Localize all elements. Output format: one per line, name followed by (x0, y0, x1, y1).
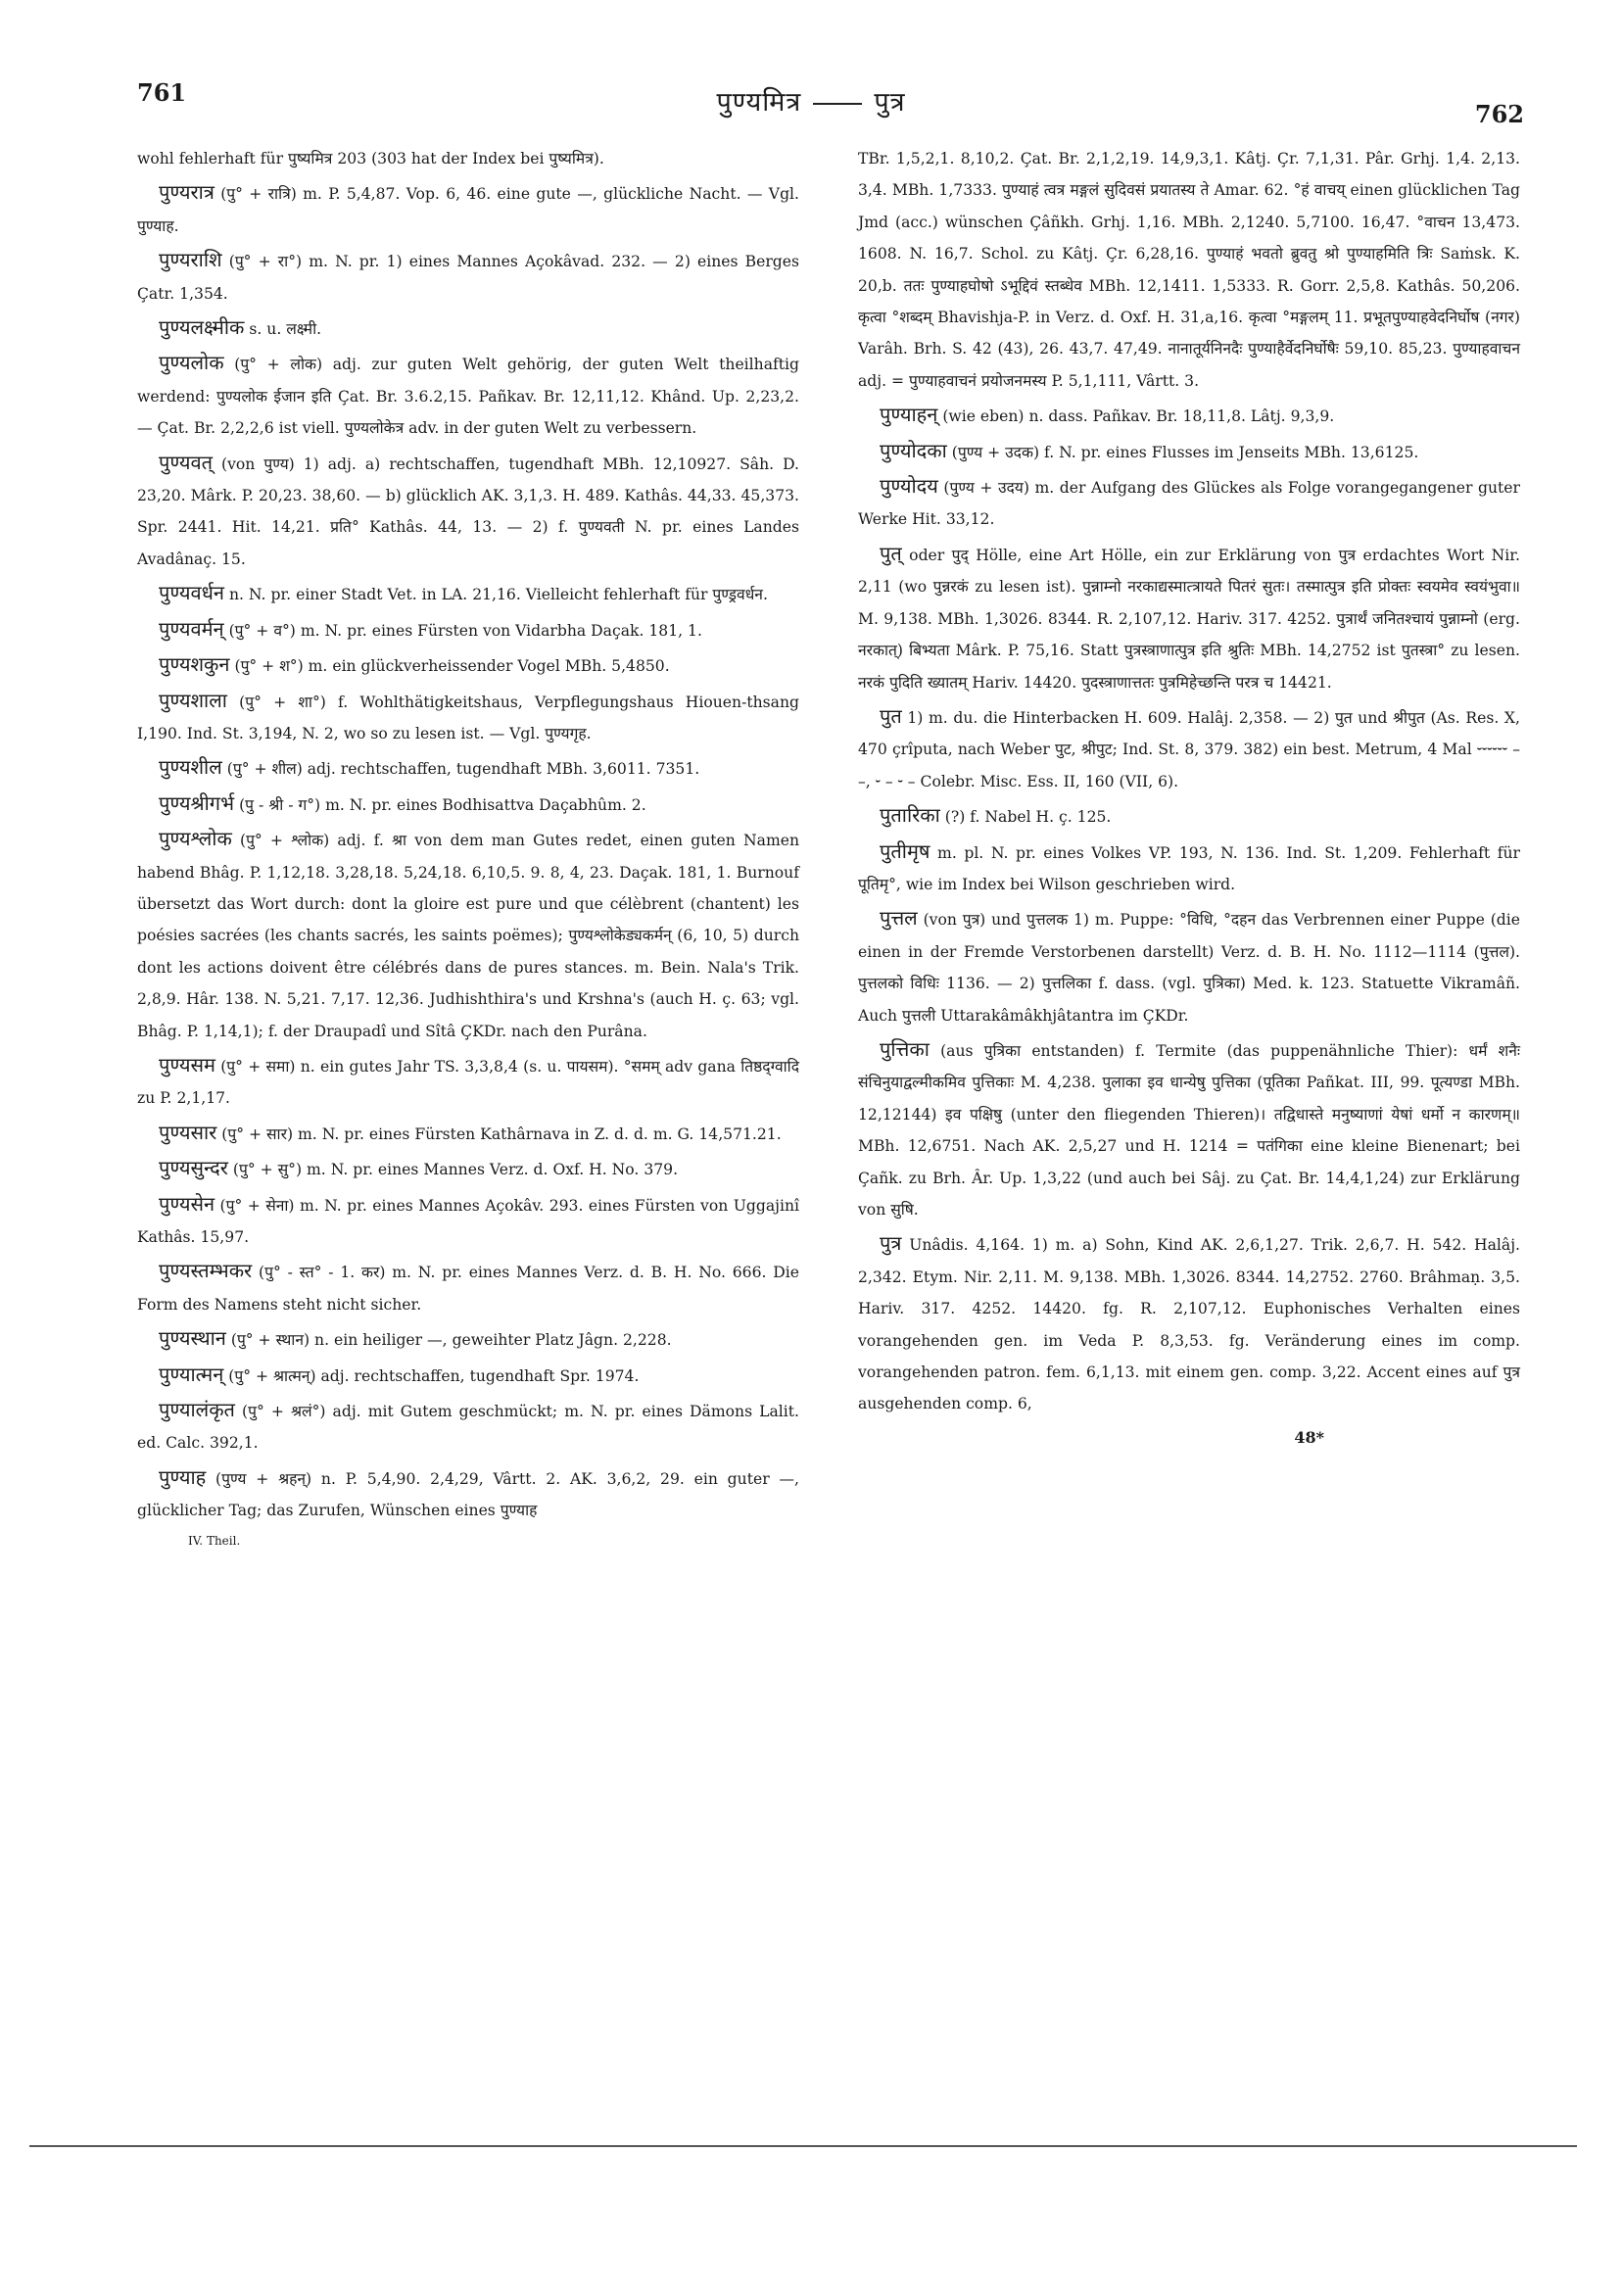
running-head (0, 82, 1622, 119)
dictionary-entry (137, 613, 799, 646)
entry-text: (पु° + रा°) m. N. pr. 1) eines Mannes Açokâvad. 232. — 2) eines Berges Çatr. 1,354. (137, 253, 799, 303)
headword: पुण्यराशि (159, 248, 222, 272)
headword: पुण्याहन् (880, 403, 938, 427)
headword: पुत्र (880, 1231, 902, 1256)
dictionary-entry (137, 1188, 799, 1254)
headword: पुण्यस्तम्भकर (159, 1259, 253, 1283)
dictionary-entry (858, 836, 1520, 901)
headword: पुण्यशील (159, 755, 222, 780)
entry-text: (पु° + सु°) m. N. pr. eines Mannes Verz. d. Oxf. H. No. 379. (227, 1161, 679, 1179)
headword: पुण्यशकुन (159, 652, 230, 677)
entry-text: (पु° + व°) m. N. pr. eines Fürsten von Vidarbha Daçak. 181, 1. (223, 621, 702, 640)
running-head-left: पुण्यमित्र (716, 87, 802, 118)
entry-text: (पु - श्री - ग°) m. N. pr. eines Bodhisattva Daçabhûm. 2. (234, 795, 646, 814)
dictionary-entry (858, 143, 1520, 397)
entry-text: (wie eben) n. dass. Pañkav. Br. 18,11,8. Lâtj. 9,3,9. (937, 407, 1335, 426)
headword: पुण्योदका (880, 438, 947, 462)
entry-text: (पु° + लोक) adj. zur guten Welt gehörig, der guten Welt theilhaftig werdend: पुण्यलोक ईजान इति Çat. Br. 3.6.2,15. Pañkav. Br. 12,11,12. Khând. Up. 2,23,2. — Çat. Br. 2,2,2,6 ist viell. पुण्यलोकेत्र adv. in der guten Welt zu verbessern. (137, 356, 799, 438)
dictionary-entry (858, 1033, 1520, 1225)
headword: पुण्यसेन (159, 1191, 215, 1216)
headword: पुतीमृष (880, 838, 930, 863)
headword: पुण्यस्थान (159, 1326, 226, 1351)
entry-text: (पु° + सेना) m. N. pr. eines Mannes Açokâv. 293. eines Fürsten von Uggajinî Kathâs. 15,97. (137, 1196, 799, 1246)
headword: पुण्यात्मन् (159, 1362, 224, 1386)
dictionary-entry (137, 823, 799, 1047)
entry-text: n. N. pr. einer Stadt Vet. in LA. 21,16. Vielleicht fehlerhaft für पुण्ड्रवर्धन. (223, 586, 768, 604)
dictionary-entry (137, 648, 799, 682)
entry-text: (पुण्य + उदय) m. der Aufgang des Glückes als Folge vorangegangener guter Werke Hit. 33,12. (858, 479, 1520, 529)
headword: पुण्योदय (880, 474, 938, 499)
entry-text: (पु° + श°) m. ein glückverheissender Vogel MBh. 5,4850. (229, 657, 670, 676)
entry-text: (पुण्य + श्रहन्) n. P. 5,4,90. 2,4,29, Vârtt. 2. AK. 3,6,2, 29. ein guter —, glücklicher Tag; das Zurufen, Wünschen eines पुण्याह (137, 1469, 799, 1520)
dictionary-entry (137, 685, 799, 750)
headword: पुत (880, 703, 902, 728)
dictionary-entry (137, 143, 799, 174)
dictionary-entry (858, 435, 1520, 468)
entry-text: (पु° + श्रलं°) adj. mit Gutem geschmückt; m. N. pr. eines Dämons Lalit. ed. Calc. 392,1. (137, 1403, 799, 1453)
dictionary-entry (858, 470, 1520, 536)
headword: पुण्यश्लोक (159, 827, 232, 851)
dictionary-entry (137, 311, 799, 345)
dictionary-entry (858, 902, 1520, 1031)
dictionary-entry (137, 347, 799, 444)
left-column (137, 143, 799, 1556)
entry-text: oder पुद् Hölle, eine Art Hölle, ein zur Erklärung von पुत्र erdachtes Wort Nir. 2,11 (wo पुन्नरकं zu lesen ist). पुन्नाम्नो नरकाद्यस्मात्त्रायते पितरं सुतः। तस्मात्पुत्र इति प्रोक्तः स्वयमेव स्वयंभुवा॥ M. 9,138. MBh. 1,3026. 8344. R. 2,107,12. Hariv. 317. 4252. पुत्रार्थं जनितश्चायं पुन्नाम्नो (erg. नरकात्) बिभ्यता Mârk. P. 75,16. Statt पुत्रस्त्राणात्पुत्र इति श्रुतिः MBh. 14,2752 ist पुतस्त्रा° zu lesen. नरकं पुदिति ख्यातम् Hariv. 14420. पुदस्त्राणात्ततः पुत्रमिहेच्छन्ति परत्र च 14421. (858, 546, 1520, 692)
entry-text: (von पुत्र) und पुत्तलक 1) m. Puppe: °विधि, °दहन das Verbrennen einer Puppe (die einen in der Fremde Verstorbenen darstellt) Verz. d. B. H. No. 1112—1114 (पुत्तल). पुत्तलको विधिः 1136. — 2) पुत्तलिका f. dass. (vgl. पुत्रिका) Med. k. 123. Statuette Vikramâñ. Auch पुत्तली Uttarakâmâkhjâtantra im ÇKDr. (858, 911, 1520, 1025)
headword: पुण्यश्रीगर्भ (159, 790, 235, 815)
running-head-right: पुत्र (874, 87, 906, 118)
entry-text: (पु° + सार) m. N. pr. eines Fürsten Kathârnava in Z. d. d. m. G. 14,571.21. (216, 1124, 782, 1143)
headword: पुण्यवत् (159, 450, 213, 474)
dictionary-entry (137, 788, 799, 821)
signature-mark: IV. Theil. (188, 1533, 241, 1548)
dictionary-entry (137, 1117, 799, 1150)
page-number-left: 761 (137, 78, 187, 107)
dictionary-entry (137, 447, 799, 576)
headword: पुण्यवर्धन (159, 581, 224, 605)
entry-text: (पु° + श्रात्मन्) adj. rechtschaffen, tugendhaft Spr. 1974. (223, 1366, 640, 1385)
entry-text: wohl fehlerhaft für पुष्यमित्र 203 (303 hat der Index bei पुष्यमित्र). (137, 150, 604, 167)
dictionary-entry (137, 1049, 799, 1115)
dictionary-entry (137, 1461, 799, 1527)
dictionary-entry (858, 1227, 1520, 1419)
entry-text: TBr. 1,5,2,1. 8,10,2. Çat. Br. 2,1,2,19. 14,9,3,1. Kâtj. Çr. 7,1,31. Pâr. Grhj. 1,4. 2,13. 3,4. MBh. 1,7333. पुण्याहं त्वत्र मङ्गलं सुदिवसं प्रयातस्य ते Amar. 62. °हं वाचय् einen glücklichen Tag Jmd (acc.) wünschen Çâñkh. Grhj. 1,16. MBh. 2,1240. 5,7100. 16,47. °वाचन 13,473. 1608. N. 16,7. Schol. zu Kâtj. Çr. 6,28,16. पुण्याहं भवतो ब्रुवतु श्रो पुण्याहमिति त्रिः Saṁsk. K. 20,b. ततः पुण्याहघोषो ऽभूद्दिवं स्तब्धेव MBh. 12,1411. 1,5333. R. Gorr. 2,5,8. Kathâs. 50,206. कृत्वा °शब्दम् Bhavishja-P. in Verz. d. Oxf. H. 31,a,16. कृत्वा °मङ्गलम् 11. प्रभूतपुण्याहवेदनिर्घोष (नगर) Varâh. Brh. S. 42 (43), 26. 43,7. 47,49. नानातूर्यनिनदैः पुण्याहैर्वेदनिर्घोषैः 59,10. 85,23. पुण्याहवाचन adj. = पुण्याहवाचनं प्रयोजनमस्य P. 5,1,111, Vârtt. 3. (858, 150, 1520, 390)
signature-mark: 48* (1294, 1427, 1324, 1447)
dictionary-entry (137, 1152, 799, 1185)
dictionary-entry (858, 700, 1520, 797)
entry-text: (पुण्य + उदक) f. N. pr. eines Flusses im Jenseits MBh. 13,6125. (946, 443, 1419, 461)
dictionary-entry (137, 1359, 799, 1392)
entry-text: Unâdis. 4,164. 1) m. a) Sohn, Kind AK. 2,6,1,27. Trik. 2,6,7. H. 542. Halâj. 2,342. Etym. Nir. 2,11. M. 9,138. MBh. 1,3026. 8344. 14,2752. 2760. Brâhmaṇ. 3,5. Hariv. 317. 4252. 14420. fg. R. 2,107,12. Euphonisches Verhalten eines vorangehenden gen. im Veda P. 8,3,53. fg. Veränderung eines im comp. vorangehenden patron. fem. 6,1,13. mit einem gen. comp. 3,22. Accent eines auf पुत्र ausgehenden comp. 6, (858, 1236, 1520, 1413)
headword: पुण्यशाला (159, 688, 227, 712)
headword: पुण्यवर्मन् (159, 616, 224, 641)
headword: पुण्यसम (159, 1052, 215, 1076)
headword: पुण्यलोक (159, 351, 224, 375)
headword: पुत् (880, 541, 902, 565)
entry-text: (पु° - स्त° - 1. कर) m. N. pr. eines Mannes Verz. d. B. H. No. 666. Die Form des Namens steht nicht sicher. (137, 1264, 799, 1314)
dictionary-entry (137, 1255, 799, 1320)
entry-text: (पु° + शा°) f. Wohlthätigkeitshaus, Verpflegungshaus Hiouen-thsang I,190. Ind. St. 3,194, N. 2, wo so zu lesen ist. — Vgl. पुण्यगृह. (137, 693, 799, 742)
entry-text: (पु° + स्थान) n. ein heiliger —, geweihter Platz Jâgn. 2,228. (225, 1331, 672, 1350)
running-head-dash (813, 103, 862, 105)
entry-text: (पु° + श्लोक) adj. f. श्रा von dem man Gutes redet, einen guten Namen habend Bhâg. P. 1,12,18. 3,28,18. 5,24,18. 6,10,5. 9. 8, 4, 23. Daçak. 181, 1. Burnouf übersetzt das Wort durch: dont la gloire est pure und que célèbrent (chantent) les poésies sacrées (les chants sacrés, les saints poëmes); पुण्यश्लोकेड्यकर्मन् (6, 10, 5) durch dont les actions doivent être célébrés dans de pures stances. m. Bein. Nala's Trik. 2,8,9. Hâr. 138. N. 5,21. 7,17. 12,36. Judhishthira's und Krshna's (auch H. ç. 63; vgl. Bhâg. P. 1,14,1); f. der Draupadî und Sîtâ ÇKDr. nach den Purâna. (137, 832, 799, 1040)
headword: पुण्यरात्र (159, 180, 215, 205)
entry-text: 1) m. du. die Hinterbacken H. 609. Halâj. 2,358. — 2) पुत und श्रीपुत (As. Res. X, 470 çrîputa, nach Weber पुट, श्रीपुट; Ind. St. 8, 379. 382) ein best. Metrum, 4 Mal ⏑⏑⏑⏑⏑⏑ – –, ⏑ – ⏑ – Colebr. Misc. Ess. II, 160 (VII, 6). (858, 708, 1520, 790)
entry-text: (पु° + शील) adj. rechtschaffen, tugendhaft MBh. 3,6011. 7351. (221, 760, 700, 779)
dictionary-entry (137, 244, 799, 310)
entry-text: m. pl. N. pr. eines Volkes VP. 193, N. 136. Ind. St. 1,209. Fehlerhaft für पूतिमृ°, wie im Index bei Wilson geschrieben wird. (858, 843, 1520, 893)
dictionary-entry (137, 1394, 799, 1459)
right-column (858, 143, 1520, 1454)
headword: पुण्यलक्ष्मीक (159, 315, 245, 340)
dictionary-entry (858, 538, 1520, 698)
entry-text: (पु° + समा) n. ein gutes Jahr TS. 3,3,8,4 (s. u. पायसम). °समम् adv gana तिष्ठद्ग्वादि zu P. 2,1,17. (137, 1057, 799, 1108)
dictionary-entry (137, 1322, 799, 1356)
dictionary-entry (858, 399, 1520, 432)
headword: पुण्यसुन्दर (159, 1156, 228, 1180)
headword: पुण्यसार (159, 1120, 217, 1144)
dictionary-entry (858, 799, 1520, 833)
bottom-rule (29, 2145, 1577, 2147)
page-number-right: 762 (1474, 100, 1524, 128)
headword: पुण्याह (159, 1464, 207, 1489)
dictionary-entry (137, 176, 799, 242)
headword: पुत्तल (880, 906, 918, 931)
headword: पुत्तिका (880, 1036, 930, 1061)
entry-text: s. u. लक्ष्मी. (244, 320, 322, 339)
dictionary-entry (137, 751, 799, 785)
headword: पुण्यालंकृत (159, 1398, 235, 1422)
entry-text: (?) f. Nabel H. ç. 125. (939, 808, 1112, 827)
entry-text: (aus पुत्रिका entstanden) f. Termite (das puppenähnliche Thier): धर्मं शनैः संचिनुयाद्वल्मीकमिव पुत्तिकाः M. 4,238. पुलाका इव धान्येषु पुत्तिका (पूतिका Pañkat. III, 99. पूत्यण्डा MBh. 12,12144) इव पक्षिषु (unter den fliegenden Thieren)। तद्विधास्ते मनुष्याणां येषां धर्मो न कारणम्॥ MBh. 12,6751. Nach AK. 2,5,27 und H. 1214 = पतंगिका eine kleine Bienenart; bei Çañk. zu Brh. Âr. Up. 1,3,22 (und auch bei Sâj. zu Çat. Br. 14,4,1,24) zur Erklärung von सुषि. (858, 1041, 1520, 1219)
entry-text: (von पुण्य) 1) adj. a) rechtschaffen, tugendhaft MBh. 12,10927. Sâh. D. 23,20. Mârk. P. 20,23. 38,60. — b) glücklich AK. 3,1,3. H. 489. Kathâs. 44,33. 45,373. Spr. 2441. Hit. 14,21. प्रति° Kathâs. 44, 13. — 2) f. पुण्यवती N. pr. eines Landes Avadânaç. 15. (137, 454, 799, 568)
entry-text: (पु° + रात्रि) m. P. 5,4,87. Vop. 6, 46. eine gute —, glückliche Nacht. — Vgl. पुण्याह. (137, 185, 799, 235)
dictionary-entry (137, 577, 799, 610)
headword: पुतारिका (880, 803, 940, 828)
